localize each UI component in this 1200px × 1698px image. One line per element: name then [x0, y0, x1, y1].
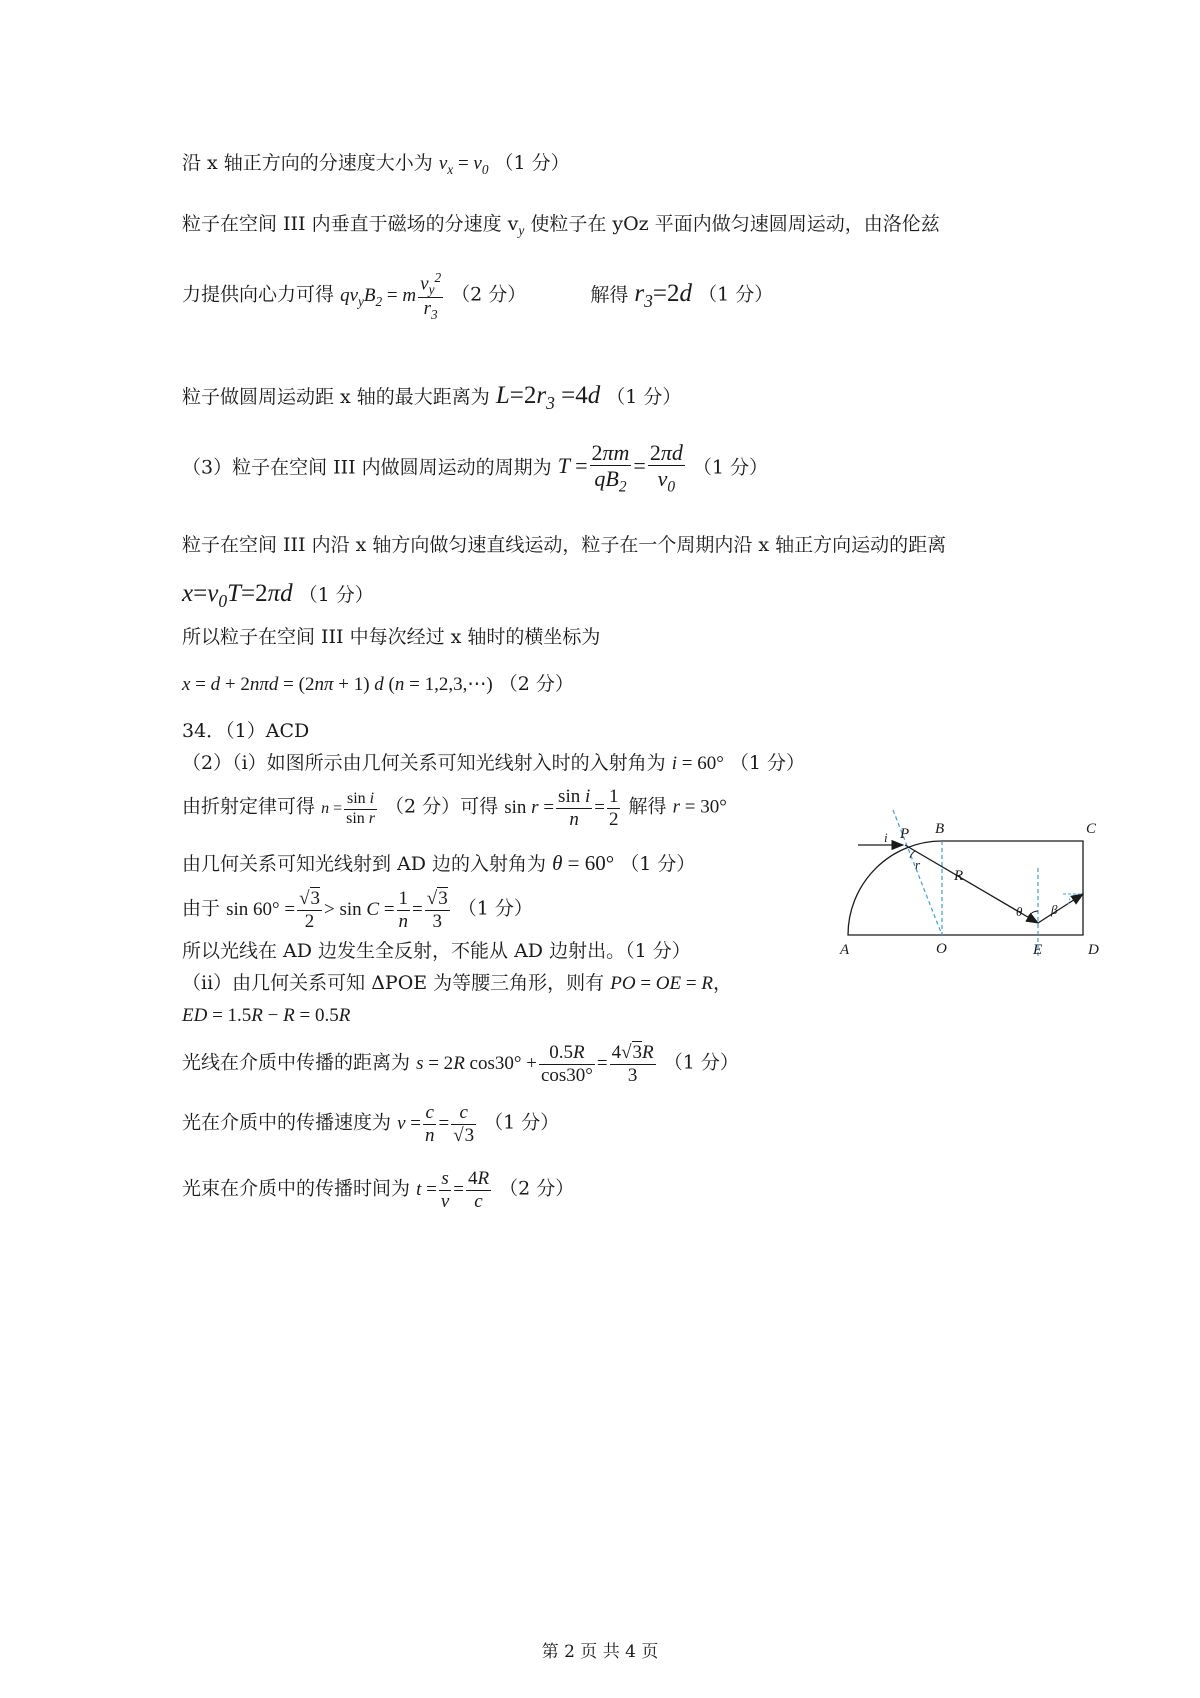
text-line-18	[182, 1042, 739, 1087]
line-6-text: 粒子在空间 III 内沿 x 轴方向做匀速直线运动，粒子在一个周期内沿 x 轴正方向运动的距离	[182, 534, 947, 556]
formula-time: t = $\frac{s}{v}$ = $\frac{4R}{c}$	[416, 1168, 490, 1212]
line-19-text: 光在介质中的传播速度为	[182, 1111, 392, 1134]
formula-sin-r: sin r = $\frac{\text{sin i}}{n}$ = $\frac{1}{2}$	[504, 786, 619, 830]
line-20-text: 光束在介质中的传播时间为	[182, 1177, 411, 1200]
formula-period: T = $\frac{2\pi m}{qB_2}$ = $\frac{2\pi d}{v_0}$	[557, 440, 683, 496]
line-19-score: （1 分）	[484, 1111, 560, 1134]
line-3-solve: 解得	[590, 283, 629, 306]
line-14-score: （1 分）	[457, 897, 533, 920]
label-r-radius: R	[954, 868, 964, 884]
line-20-score: （2 分）	[499, 1177, 575, 1200]
line-16-text: （ii）由几何关系可知 ΔPOE 为等腰三角形，则有	[182, 972, 605, 994]
line-14-text: 由于	[182, 897, 221, 920]
formula-r-angle: r = 30°	[672, 796, 727, 818]
line-12-score: （2 分）可得	[385, 795, 499, 818]
line-7-score: （1 分）	[298, 584, 374, 606]
text-line-3	[182, 270, 773, 322]
text-line-19	[182, 1102, 559, 1147]
line-13-text: 由几何关系可知光线射到 AD 边的入射角为	[182, 853, 547, 875]
label-i: i	[884, 830, 888, 845]
line-5-text: （3）粒子在空间 III 内做圆周运动的周期为	[182, 456, 552, 479]
text-line-15	[182, 940, 691, 964]
line-10-text: 34．（1）ACD	[182, 720, 310, 742]
text-line-8	[182, 626, 600, 650]
formula-light-speed: v = $\frac{c}{n}$ = $\frac{c}{√3}$	[397, 1102, 475, 1146]
optics-figure	[838, 808, 1108, 968]
line-3-score-2: （1 分）	[698, 283, 774, 306]
label-d: D	[1088, 942, 1099, 958]
formula-r3: $r_3=2d$	[634, 279, 693, 311]
line-18-score: （1 分）	[663, 1051, 739, 1074]
line-11-score: （1 分）	[729, 752, 806, 774]
label-beta: β	[1051, 902, 1058, 917]
line-3-score: （2 分）	[451, 283, 527, 306]
line-2-text: 粒子在空间 III 内垂直于磁场的分速度 v	[182, 213, 519, 235]
line-18-text: 光线在介质中传播的距离为	[182, 1051, 411, 1074]
text-line-13	[182, 850, 695, 877]
page-footer: 第 2 页 共 4 页	[541, 1642, 659, 1662]
formula-incidence-angle: i = 60°	[671, 753, 724, 774]
line-3-text: 力提供向心力可得	[182, 283, 335, 306]
label-c: C	[1086, 821, 1097, 837]
formula-critical-angle: sin 60° = $\frac{√3}{2}$ > sin C = $\frac{1}{n}$ = $\frac{√3}{3}$	[226, 888, 448, 932]
line-8-text: 所以粒子在空间 III 中每次经过 x 轴时的横坐标为	[182, 626, 601, 648]
label-o: O	[936, 941, 947, 957]
text-line-2: 粒子在空间 III 内垂直于磁场的分速度 $v_y$ 使粒子在 yOz 平面内做匀速圆周运动，由洛伦兹	[182, 213, 940, 238]
formula-lorentz: $qv_yB_2 = m$ $\frac{v_y^2}{r_3}$	[340, 270, 442, 323]
text-line-7	[182, 578, 374, 613]
text-line-12	[182, 786, 727, 831]
text-line-1	[182, 152, 570, 178]
reflected-ray	[1038, 894, 1083, 923]
label-p: P	[900, 826, 910, 842]
angle-arc-theta	[1028, 911, 1038, 917]
text-line-5	[182, 440, 768, 496]
formula-x-distance: $x=v_0T=2\pi d$	[182, 580, 293, 611]
text-line-10	[182, 720, 309, 744]
text-line-16: （ii）由几何关系可知 ΔPOE 为等腰三角形，则有 PO = OE = R，	[182, 972, 732, 994]
formula-x-coordinate: x = d + 2nπd = (2nπ + 1) d (n = 1,2,3,⋯)	[182, 674, 493, 695]
label-theta: θ	[1016, 904, 1023, 919]
text-line-9	[182, 673, 574, 697]
line-15-text: 所以光线在 AD 边发生全反射，不能从 AD 边射出。（1 分）	[182, 940, 691, 962]
label-e: E	[1033, 942, 1043, 958]
line-12-solve: 解得	[628, 795, 667, 818]
line-2-text-tail: 使粒子在 yOz 平面内做匀速圆周运动，由洛伦兹	[530, 213, 940, 235]
text-line-14	[182, 888, 533, 933]
text-line-11	[182, 752, 805, 776]
line-4-score: （1 分）	[606, 386, 682, 408]
text-line-17	[182, 1004, 350, 1028]
line-9-score: （2 分）	[498, 673, 574, 695]
line-1-score: （1 分）	[494, 152, 570, 174]
medium-outline	[848, 841, 1083, 935]
formula-ed: ED = 1.5R − R = 0.5R	[182, 1005, 351, 1026]
formula-vx: $v_x = v_0$	[438, 153, 489, 177]
formula-path-length: s = 2R cos30° + $\frac{0.5R}{\cos 30^\circ}$ = $\frac{4√3R}{3}$	[416, 1042, 654, 1086]
line-12-text: 由折射定律可得	[182, 795, 316, 818]
line-11-text: （2）（i）如图所示由几何关系可知光线射入时的入射角为	[182, 752, 666, 774]
line-1-text: 沿 x 轴正方向的分速度大小为	[182, 152, 433, 174]
formula-L: $L=2r_3 =4d$	[495, 382, 601, 413]
label-a: A	[840, 942, 850, 958]
label-r-angle: r	[915, 857, 921, 872]
formula-po-oe: PO = OE = R	[610, 973, 713, 994]
line-4-text: 粒子做圆周运动距 x 轴的最大距离为	[182, 386, 490, 408]
text-line-20	[182, 1168, 574, 1213]
line-5-score: （1 分）	[692, 456, 769, 479]
text-line-6	[182, 534, 946, 558]
formula-refraction-law: n = $\frac{\text{sin i}}{\text{sin r}}$	[321, 790, 375, 827]
line-13-score: （1 分）	[620, 853, 696, 875]
formula-theta: θ = 60°	[552, 851, 615, 875]
text-line-4	[182, 380, 681, 415]
label-b: B	[935, 821, 945, 837]
